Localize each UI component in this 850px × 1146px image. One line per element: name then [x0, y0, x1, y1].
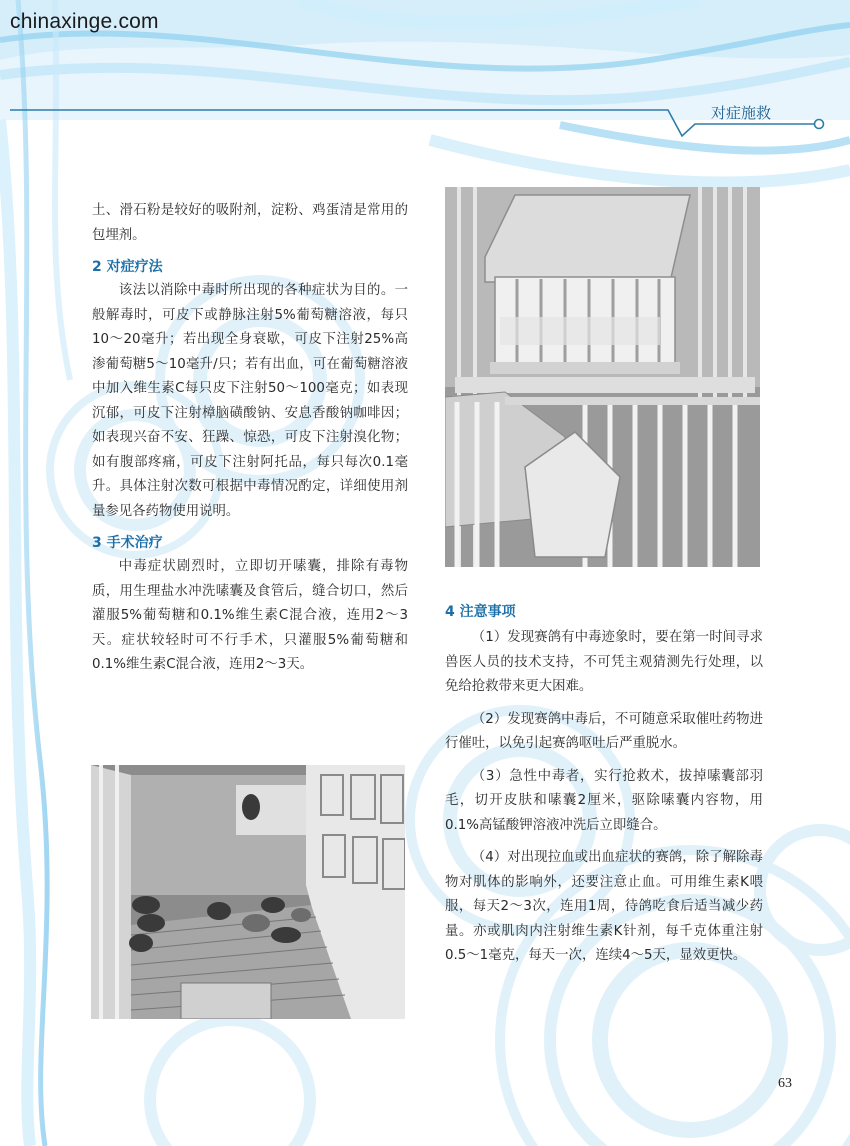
heading-precautions: 4 注意事项: [445, 604, 516, 620]
heading-surgical-treatment: 3 手术治疗: [92, 535, 163, 551]
precaution-item: （3）急性中毒者，实行抢救术，拔掉嗉囊部羽毛，切开皮肤和嗉囊2厘米，驱除嗉囊内容物，用0.1%高锰酸钾溶液冲洗后立即缝合。: [445, 768, 763, 833]
left-text-column: [92, 199, 408, 678]
continuation-paragraph: 土、滑石粉是较好的吸附剂，淀粉、鸡蛋清是常用的包埋剂。: [92, 203, 408, 243]
page-number: 63: [778, 1076, 792, 1091]
heading-symptomatic-therapy: 2 对症疗法: [92, 259, 163, 275]
feeder-photo: [445, 187, 760, 567]
symptomatic-therapy-paragraph: 该法以消除中毒时所出现的各种症状为目的。一般解毒时，可皮下或静脉注射5%葡萄糖溶液，每只10～20毫升；若出现全身衰歇，可皮下注射25%高渗葡萄糖5～10毫升/只；若有出血，可在葡萄糖溶液中加入维生素C每只皮下注射50～100毫克；如表现沉郁，可皮下注射樟脑磺酸钠、安息香酸钠咖啡因；如表现兴奋不安、狂躁、惊恐，可皮下注射溴化物；如有腹部疼痛，可皮下注射阿托品，每只每次0.1毫升。具体注射次数可根据中毒情况酌定，详细使用剂量参见各药物使用说明。: [92, 283, 408, 519]
site-watermark: chinaxinge.com: [10, 10, 159, 33]
precaution-item: （1）发现赛鸽有中毒迹象时，要在第一时间寻求兽医人员的技术支持，不可凭主观猜测先行处理，以免给抢救带来更大困难。: [445, 630, 763, 694]
precaution-item: （2）发现赛鸽中毒后，不可随意采取催吐药物进行催吐，以免引起赛鸽呕吐后严重脱水。: [445, 711, 763, 751]
section-title: 对症施救: [711, 104, 772, 122]
surgical-treatment-paragraph: 中毒症状剧烈时，立即切开嗉囊，排除有毒物质，用生理盐水冲洗嗉囊及食管后，缝合切口，然后灌服5%葡萄糖和0.1%维生素C混合液，连用2～3天。症状较轻时可不行手术，只灌服5%葡萄糖和0.1%维生素C混合液，连用2～3天。: [92, 559, 408, 672]
pigeon-loft-photo: [91, 765, 405, 1019]
precaution-item: （4）对出现拉血或出血症状的赛鸽，除了解除毒物对肌体的影响外，还要注意止血。可用维生素K喂服，每天2～3次，连用1周，待鸽吃食后适当减少药量。亦或肌肉内注射维生素K针剂，每千克体重注射0.5～1毫克，每天一次，连续4～5天，显效更快。: [445, 850, 763, 963]
right-text-column: [445, 600, 763, 977]
